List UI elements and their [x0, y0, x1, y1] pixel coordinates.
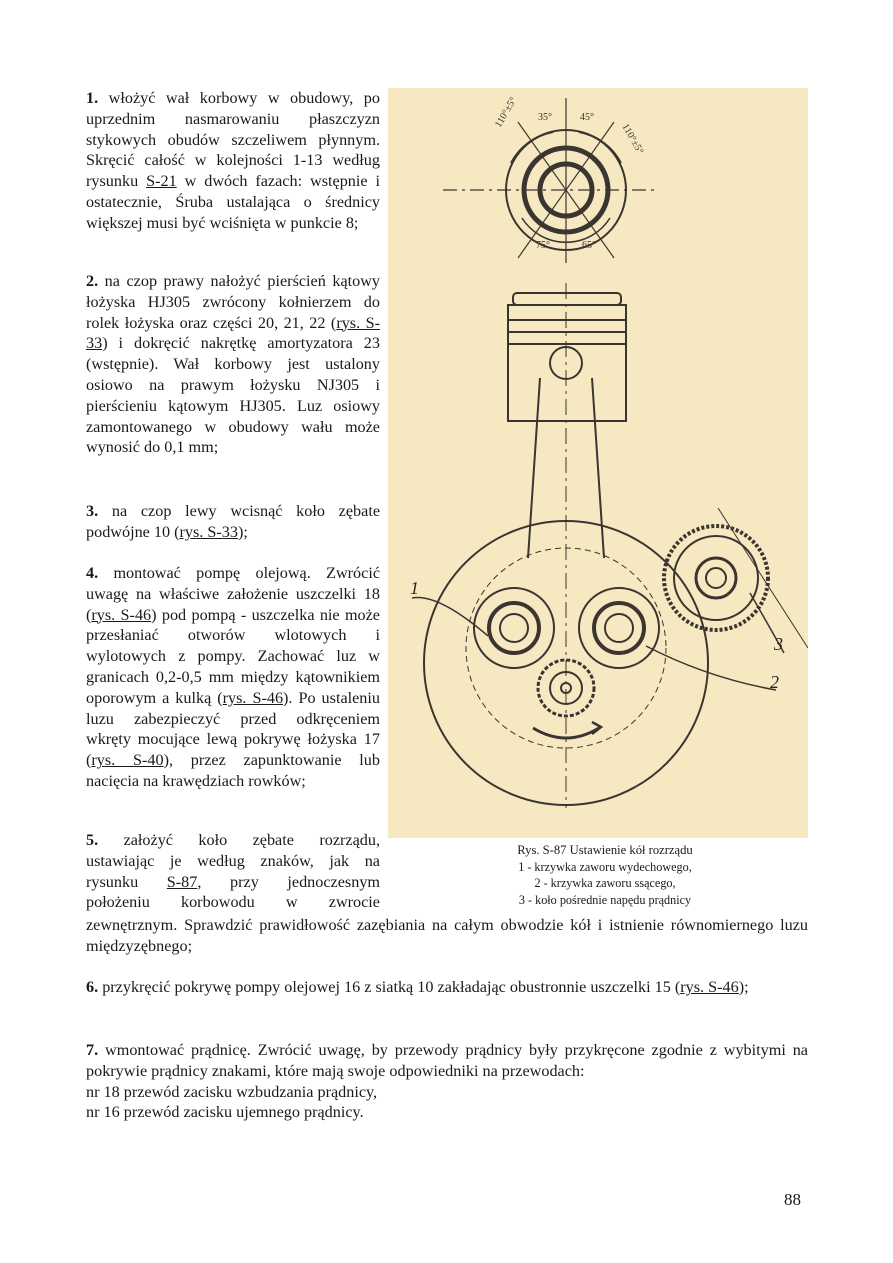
callout-label: 1: [410, 578, 419, 598]
step-text: ) pod pompą - uszczelka nie może przesłaniać otworów wlotowych i wylotowych z pompy. Zachować luz w granicach 0,2-0,5 mm między kątownikiem oporowym a kulką (: [86, 605, 380, 707]
step-text: włożyć wał korbowy w obudowy, po uprzednim nasmarowaniu płaszczyzn stykowych obudów szczeliwem płynnym. Skręcić całość w kolejności 1-13 według rysunku: [86, 89, 380, 191]
figure-reference-link[interactable]: rys. S-40: [91, 751, 164, 770]
step-number: 5.: [86, 831, 99, 849]
step-text: ). Po ustaleniu luzu zabezpieczyć przed odkręceniem wkręty mocujące lewą pokrywę łożyska 17 (: [86, 688, 380, 770]
figure-reference-link[interactable]: S-87: [166, 872, 198, 891]
step-2: [86, 271, 380, 458]
figure-reference-link[interactable]: rys. S-46: [680, 978, 739, 996]
angle-label: 35°: [538, 112, 552, 123]
step-text: założyć koło zębate rozrządu,: [123, 831, 381, 849]
step-text: przykręcić pokrywę pompy olejowej 16 z siatką 10 zakładając obustronnie uszczelki 15 (: [102, 978, 681, 996]
step-5-line: położeniu korbowodu w zwrocie: [86, 893, 380, 912]
step-text: na czop lewy wcisnąć koło zębate podwójne 10 (: [86, 502, 380, 541]
figure-reference-link[interactable]: rys. S-46: [222, 688, 284, 707]
step-text: );: [738, 978, 749, 996]
callout-label: 2: [770, 672, 779, 692]
step-text: montować pompę olejową. Zwrócić uwagę na właściwe założenie uszczelki 18 (: [86, 564, 380, 624]
page-number: 88: [784, 1190, 801, 1209]
figure-caption: [470, 842, 740, 908]
wire-line-16: nr 16 przewód zacisku ujemnego prądnicy.: [86, 1103, 364, 1122]
angle-label: 75°: [536, 240, 550, 251]
angle-label: 110°±5°: [493, 95, 520, 130]
caption-title: Rys. S-87 Ustawienie kół rozrządu: [517, 843, 693, 857]
exhaust-cam-gear: [474, 588, 554, 668]
step-7-text: [86, 1040, 808, 1082]
intake-cam-gear: [579, 588, 659, 668]
step-5-line: [86, 872, 380, 893]
callout-label: 3: [774, 634, 783, 654]
step-text: ) i dokręcić nakrętkę amortyzatora 23 (wstępnie). Wał korbowy jest ustalony osiowo na prawym łożysku NJ305 i pierścieniu kątowym HJ305. Luz osiowy zamontowanego w obudowy wału może wynosić do 0,1 mm;: [86, 334, 380, 457]
piston-body: [508, 305, 626, 421]
step-number: 6.: [86, 978, 99, 996]
figure-reference-link[interactable]: rys. S-33: [86, 313, 380, 353]
step-text: rysunku: [86, 872, 167, 891]
step-5-line: ustawiając je według znaków, jak na: [86, 851, 380, 870]
caption-item: 3 - koło pośrednie napędu prądnicy: [518, 892, 692, 907]
step-text: );: [237, 522, 248, 541]
figure-reference-link[interactable]: rys. S-33: [179, 522, 238, 541]
timing-gear-figure: [388, 88, 808, 838]
piston-crown: [513, 293, 621, 305]
step-text: na czop prawy nałożyć pierścień kątowy łożyska HJ305 zwrócony kołnierzem do rolek łożyska oraz części 20, 21, 22 (: [86, 272, 381, 332]
figure-reference-link[interactable]: rys. S-46: [91, 605, 152, 624]
figure-reference-link[interactable]: S-21: [146, 172, 177, 191]
step-number: 1.: [86, 89, 99, 107]
step-6: [86, 977, 808, 998]
step-text: ), przez zapunktowanie lub nacięcia na krawędziach rowków;: [86, 751, 380, 790]
step-number: 4.: [86, 564, 99, 582]
step-text: , przy jednoczesnym: [197, 872, 380, 891]
step-7: [86, 1040, 808, 1123]
step-number: 7.: [86, 1041, 99, 1059]
caption-item: 1 - krzywka zaworu wydechowego,: [518, 859, 692, 874]
step-1: [86, 88, 380, 234]
step-text: wmontować prądnicę. Zwrócić uwagę, by przewody prądnicy były przykręcone zgodnie z wybitymi na pokrywie prądnicy znakami, które mają swoje odpowiedniki na przewodach:: [86, 1041, 808, 1080]
step-5-continuation: zewnętrznym. Sprawdzić prawidłowość zazębiania na całym obwodzie kół i istnienie równomiernego luzu międzyzębnego;: [86, 916, 808, 955]
step-number: 3.: [86, 502, 99, 520]
step-5-line: [86, 830, 380, 851]
timing-gear-drawing: [388, 88, 808, 838]
step-3: [86, 501, 380, 543]
angle-label: 45°: [580, 112, 594, 123]
timing-arc-left: [511, 132, 553, 163]
wire-line-18: nr 18 przewód zacisku wzbudzania prądnicy,: [86, 1082, 378, 1101]
step-text: w dwóch fazach: wstępnie i ostatecznie, Śruba ustalająca o średnicy większej musi być wciśnięta w punkcie 8;: [86, 172, 380, 232]
angle-label: 65°: [582, 240, 596, 251]
timing-arc-right: [579, 132, 621, 163]
caption-item: 2 - krzywka zaworu ssącego,: [534, 876, 676, 890]
step-4: [86, 563, 380, 792]
step-5-lines: [86, 830, 380, 913]
angle-label: 110°±5°: [619, 122, 646, 157]
step-number: 2.: [86, 272, 99, 290]
